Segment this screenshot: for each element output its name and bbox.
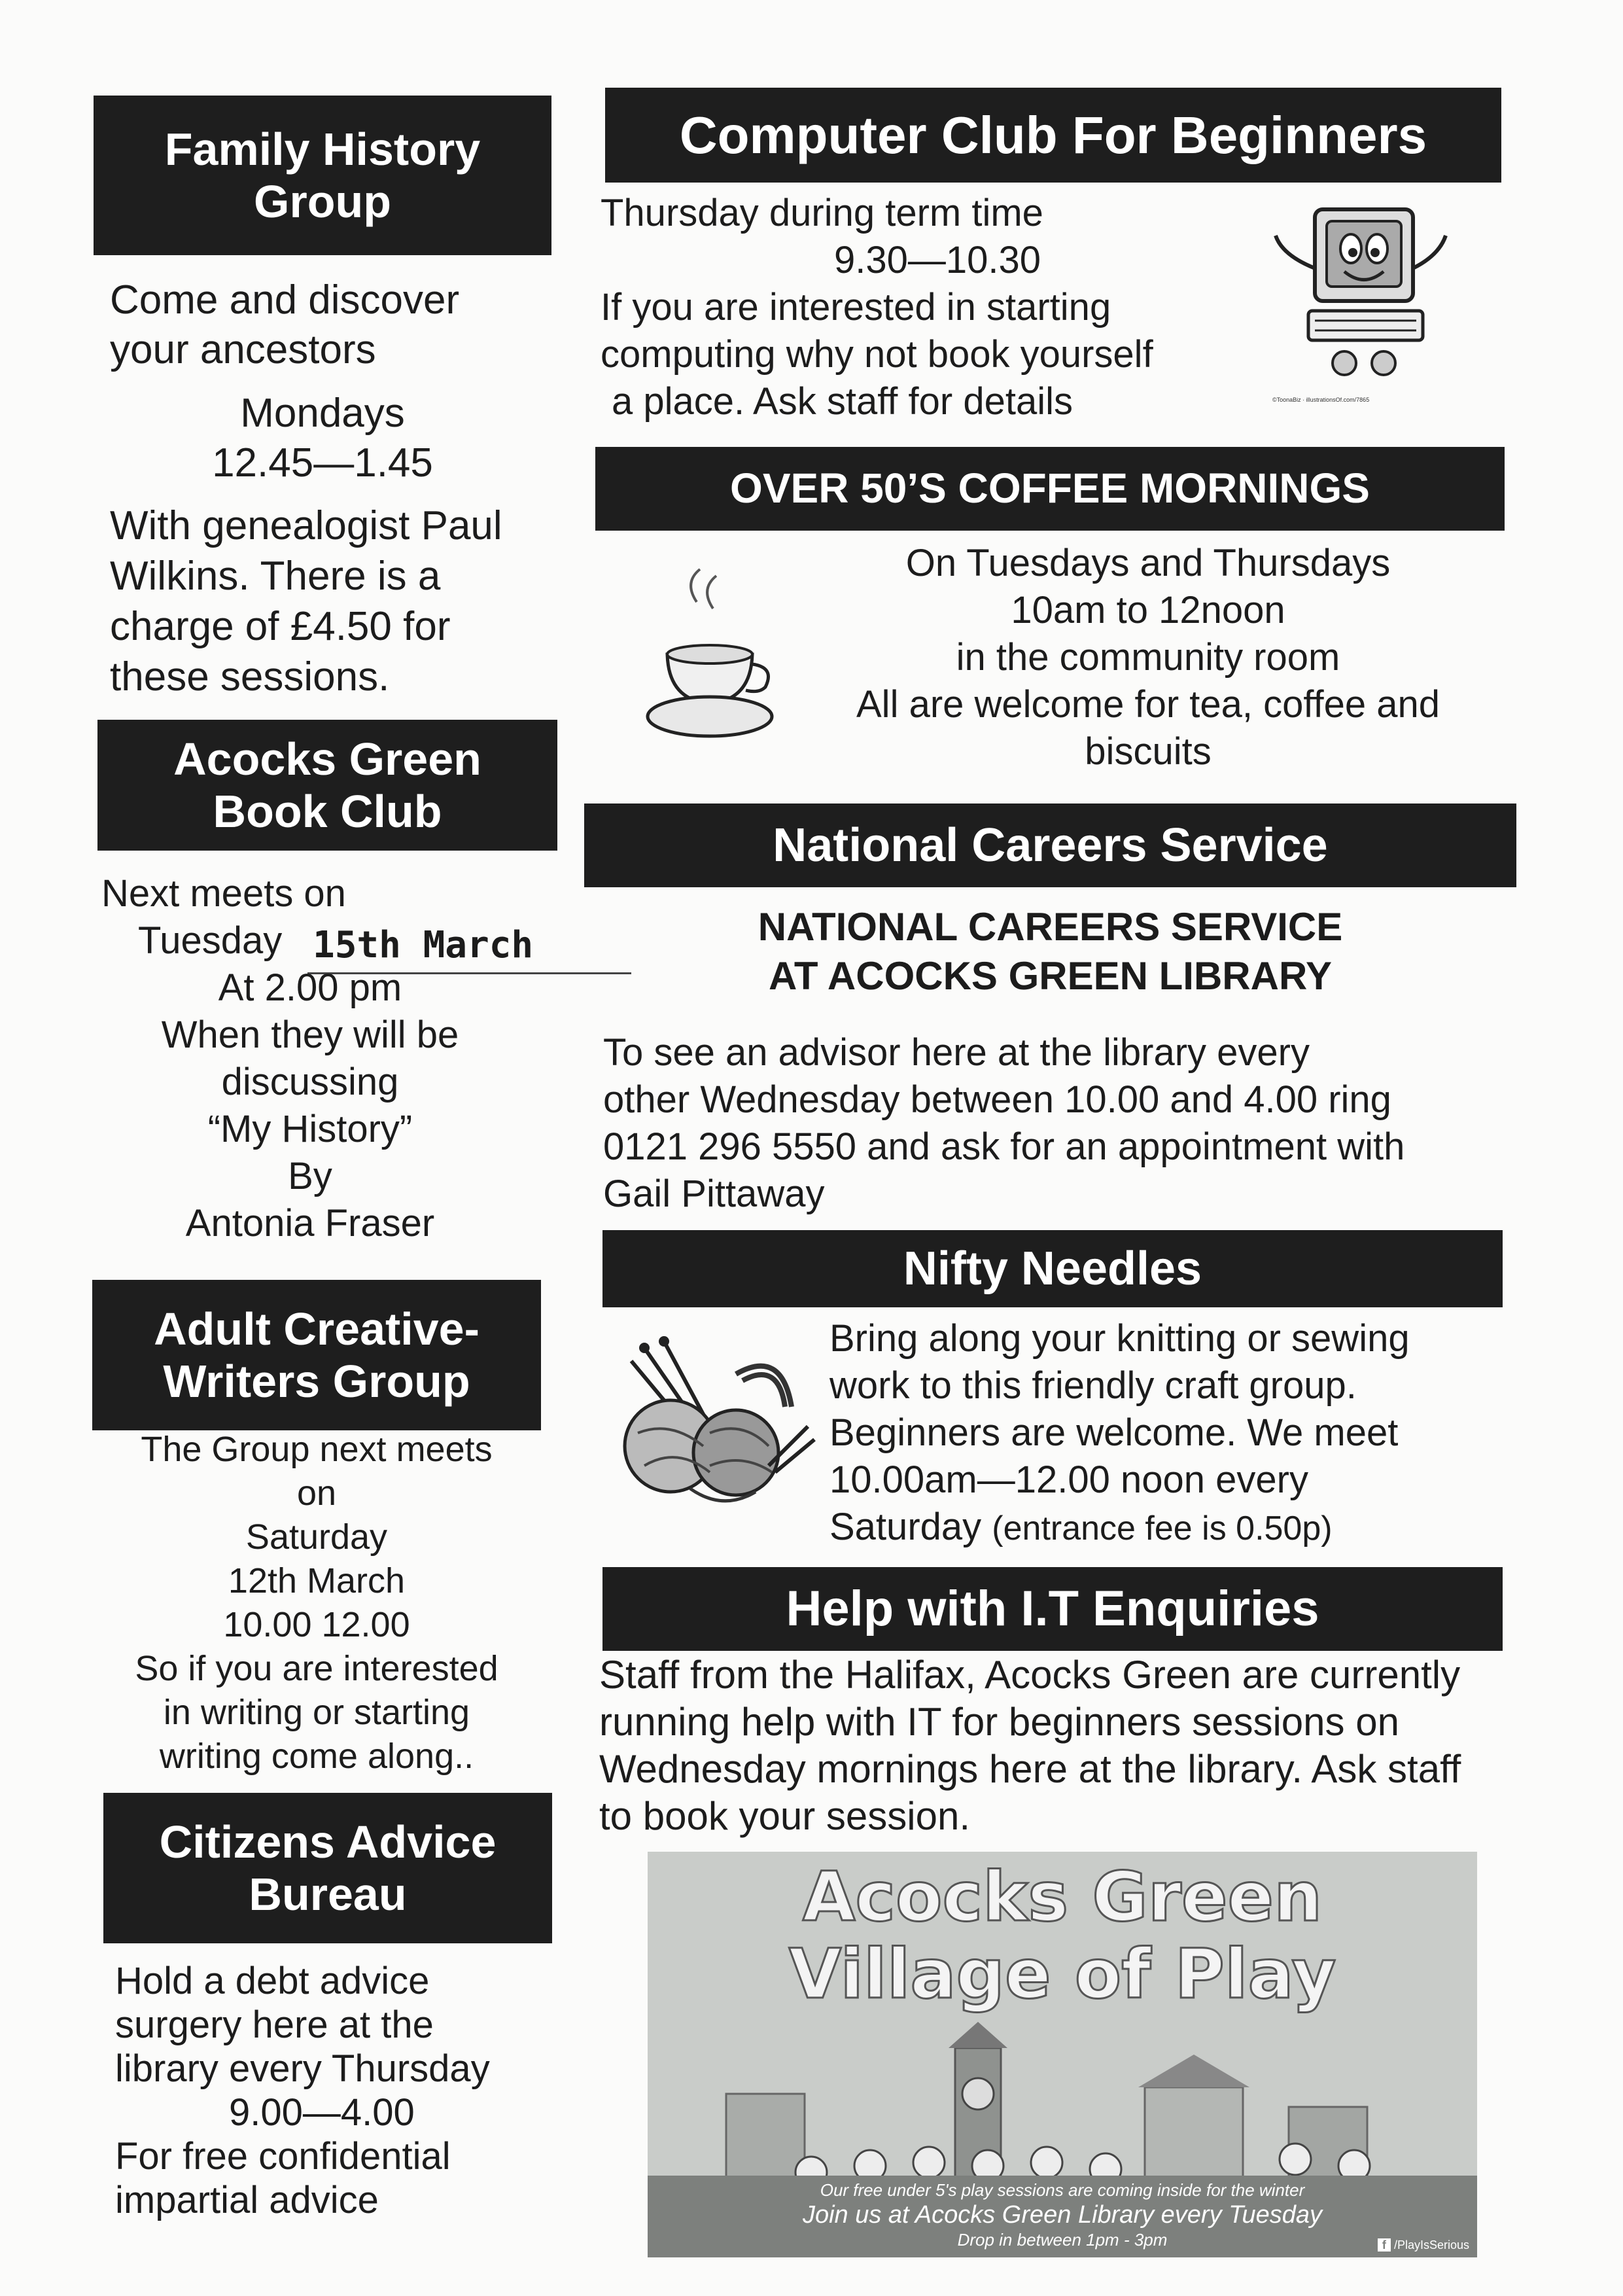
- entrance-fee-note: (entrance fee is 0.50p): [992, 1510, 1333, 1547]
- computer-club-heading: Computer Club For Beginners: [605, 88, 1501, 183]
- knitting-yarn-icon: [612, 1335, 821, 1511]
- it-help-heading: Help with I.T Enquiries: [602, 1567, 1503, 1651]
- coffee-cup-icon: [641, 563, 785, 752]
- village-of-play-banner: [648, 1852, 1477, 2257]
- writers-group-heading: Adult Creative- Writers Group: [92, 1280, 541, 1430]
- citizens-advice-heading: Citizens Advice Bureau: [103, 1793, 552, 1943]
- handwritten-date: 15th March: [313, 924, 534, 966]
- book-club-heading: Acocks Green Book Club: [97, 720, 557, 851]
- banner-title: Acocks Green Village of Play: [788, 1857, 1336, 2014]
- coffee-mornings-heading: OVER 50’S COFFEE MORNINGS: [595, 447, 1505, 531]
- facebook-icon: f: [1378, 2238, 1391, 2252]
- computer-image-credit: ©ToonaBiz · illustrationsOf.com/7865: [1272, 397, 1370, 403]
- facebook-handle: f /PlayIsSerious: [1378, 2238, 1469, 2252]
- careers-heading: National Careers Service: [584, 804, 1516, 887]
- family-history-heading: Family History Group: [94, 96, 551, 255]
- nifty-needles-heading: Nifty Needles: [602, 1230, 1503, 1307]
- computer-mascot-icon: [1269, 196, 1452, 393]
- banner-footer: Our free under 5's play sessions are coming inside for the winter Join us at Acocks Green Library every Tuesday Drop in between 1pm - 3pm f /PlayIsSerious: [648, 2176, 1477, 2257]
